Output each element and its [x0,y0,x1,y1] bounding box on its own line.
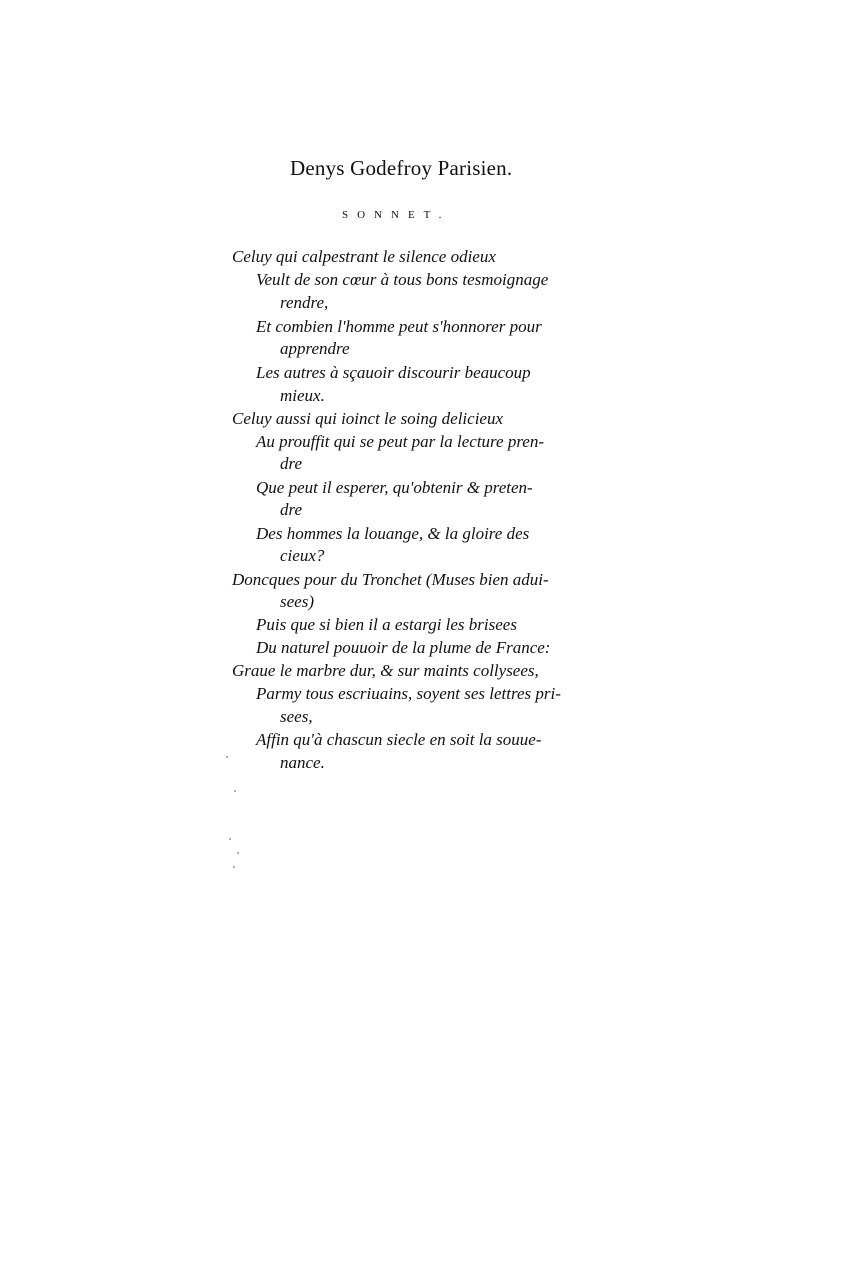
poem-line: Puis que si bien il a estargi les brisees [256,615,517,634]
poem-line: sees, [280,707,313,726]
poem-line: Des hommes la louange, & la gloire des [256,524,530,543]
poem-line: Doncques pour du Tronchet (Muses bien adui- [232,570,549,589]
poem-line: Celuy aussi qui ioinct le soing delicieux [232,409,504,428]
poem-line: apprendre [280,339,350,358]
print-speck [234,790,236,792]
print-speck [226,756,228,758]
print-speck [229,838,231,840]
poem-line: Au prouffit qui se peut par la lecture pren- [256,432,545,451]
poem-line: dre [280,500,303,519]
poem-line: dre [280,454,303,473]
poem-line: sees) [280,592,314,611]
poem-line: Affin qu'à chascun siecle en soit la souue- [256,730,542,749]
poem-line: Les autres à sçauoir discourir beaucoup [256,363,531,382]
poem-line: Parmy tous escriuains, soyent ses lettres pri- [256,684,561,703]
poem-line: nance. [280,753,325,772]
poem-line: Que peut il esperer, qu'obtenir & preten- [256,478,533,497]
poem-line: Et combien l'homme peut s'honnorer pour [256,317,542,336]
poem-line: rendre, [280,293,329,312]
poem-line: Celuy qui calpestrant le silence odieux [232,247,496,266]
poem-line: mieux. [280,386,325,405]
poem-line: cieux? [280,546,325,565]
poem-line: Veult de son cœur à tous bons tesmoignage [256,270,549,289]
poem-line: Du naturel pouuoir de la plume de France: [256,638,551,657]
author-title: Denys Godefroy Parisien. [290,156,513,180]
print-speck [237,852,239,854]
print-speck [233,866,235,868]
poem-heading: SONNET. [342,209,451,221]
poem-line: Graue le marbre dur, & sur maints collysees, [232,661,539,680]
